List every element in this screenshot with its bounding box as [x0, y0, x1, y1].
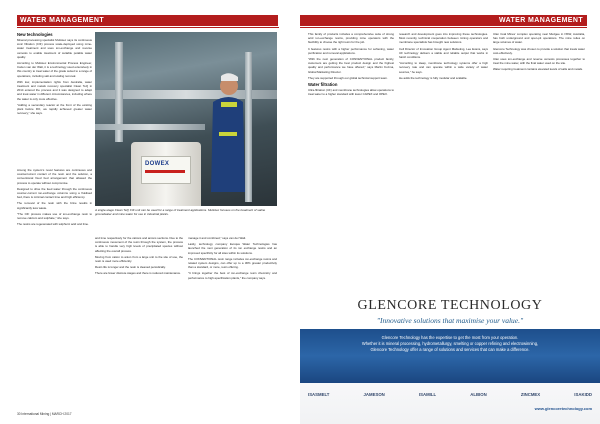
body-paragraph: Among the system's novel features are continuous and countercurrent contact of the resin and the solution, a conventional fixed bed arrangement that allowed the process to operate without compromise.	[17, 168, 92, 185]
left-column-1	[17, 32, 92, 117]
body-paragraph: He adds the technology is fully modular and scalable.	[399, 75, 468, 80]
body-paragraph: The CONVENTIONAL resin range includes ion-exchange resins and related system designs, can offer up to a 30% greater productivity than a standard, or more, resin offering.	[188, 256, 277, 270]
header-rule	[300, 27, 587, 28]
body-paragraph: Resin life is longer and the resin is cleaned periodically.	[95, 265, 166, 270]
section-subheading: New technologies	[17, 32, 53, 37]
ad-title: GLENCORE TECHNOLOGY	[357, 298, 543, 313]
body-paragraph: They are supported through our global technical support team.	[308, 75, 388, 80]
body-paragraph: Water requiring treatment contains elevated levels of salts and metals.	[493, 67, 583, 72]
pipe-shape	[95, 124, 205, 130]
body-paragraph: Cell Director of Innovation Group Agent Marketing, Lee Evans, says UF technology delivers a stable and reliable output that works in harsh conditions.	[399, 46, 488, 60]
brand-logo: ALBION	[470, 391, 487, 397]
body-paragraph: "Adding a secondary reactor at the front of the existing plant before RO, we rapidly achieved greater water recovery," she says.	[17, 102, 92, 116]
body-paragraph: research and development goes into improving these technologies. Most recently, technical cooperation between mining operators and membrane specialists has brought new solutions.	[399, 32, 488, 45]
body-paragraph: and time respectively for the cations and anions sections. Due to the continuous movement of the resin through the system, the process is able to handle very high levels of precipitated species without affecting the overall process.	[95, 236, 183, 253]
body-paragraph: This family of products includes a comprehensive suite of strong acid ion-exchange resins, providing mine operators with the flexibility to choose the right resin for the job.	[308, 32, 394, 45]
body-paragraph: manage it and combined," says van der Walt.	[188, 236, 246, 240]
ad-blue-band	[300, 329, 600, 383]
barrel-label	[141, 156, 191, 184]
left-column-2	[17, 168, 92, 228]
ad-body-line: Glencore Technology has the expertise to get the most from your operation.	[381, 335, 519, 340]
ad-body-text	[304, 335, 596, 354]
left-column-3	[95, 236, 183, 278]
ad-brand-logos	[308, 386, 592, 402]
body-paragraph: With low, implementation rights from Australia, water treatment and metals recovery specialist Clean TeQ in 2014 entered the process and it was designed to adapt and treat water in different circumstances, including where the water is only more effective.	[17, 79, 92, 101]
brand-logo: ISAMILL	[418, 391, 437, 397]
barrel-label-stripe	[145, 170, 185, 173]
ad-body-line: Glencore Technology offer a range of solutions and services that can make a difference.	[370, 347, 530, 353]
body-paragraph: The removal of the resin with the brine results in significantly less waste.	[17, 201, 92, 210]
right-column-3	[493, 32, 585, 74]
featured-photo	[95, 32, 277, 206]
photo-caption: A single-stage Clean TeQ CIF unit can be used for a range of treatment applications. Multotec focuses on the treatment of saline groundwater and mine water for use in industrial plants.	[95, 208, 266, 217]
resin-barrel	[131, 142, 201, 206]
brand-logo: ZINCMEX	[520, 391, 541, 397]
section-header: WATER MANAGEMENT	[300, 15, 587, 26]
right-page	[300, 0, 600, 424]
body-paragraph: Lastly, technology company Evoqua Water Technologies has launched the next generation of its ion exchange resins and an improved specificity for all sites within its solutions.	[188, 242, 277, 255]
body-paragraph: Moving from cation to anion from a large unit to the site of use, the resin is used more efficiently.	[95, 254, 183, 264]
body-paragraph: Ultra-filtration (UF) and membrane technologies allow operations to treat water to a higher standard with lower CAPEX and OPEX.	[308, 88, 394, 97]
page-footer: 30 International Mining | MARCH 2017	[17, 412, 72, 416]
body-paragraph: Glencore Technology was chosen to provide a solution that treats water cost-effectively.	[493, 46, 585, 55]
section-header: WATER MANAGEMENT	[17, 15, 278, 26]
section-subheading: Water filtration	[308, 82, 338, 88]
ad-tagline: "Innovative solutions that maximise your value."	[376, 316, 524, 325]
body-paragraph: Mineral processing specialist Multotec says its continuous ionic filtration (CIF) process scale-deployed using mine-water treatment and uses ion-exchange and reverse osmosis to enable treatment of suitable potable water quality.	[17, 38, 92, 59]
body-paragraph: Ulan Coal Mines' complex operating near Mudgee in NSW, Australia, has both underground and open-pit operations. The mine relies on large volumes of water.	[493, 32, 585, 45]
barrel-brand: DOWEX	[145, 161, 170, 167]
brand-logo: ISAKIDD	[574, 391, 592, 397]
body-paragraph: There are fewer discrete stages and there is reduced maintenance.	[95, 271, 181, 276]
body-paragraph: Ulan uses ion-exchange and reverse osmosis processes together to treat the mine water, with the final water used on the site.	[493, 57, 585, 66]
header-rule	[17, 27, 279, 28]
worker-figure	[207, 72, 247, 192]
body-paragraph: "According to Heap, membrane technology systems offer a high recovery rate and can operate within a wide variety of water sources," he says.	[399, 61, 488, 74]
right-column-2	[399, 32, 488, 82]
body-paragraph: "The CIF process makes use of ion-exchange resin to remove calcium and sulphate," she says.	[17, 211, 92, 221]
left-column-4	[188, 236, 277, 282]
body-paragraph: It features resins with a higher performance for softening, water purification and removal applications.	[308, 46, 394, 55]
ad-url-link[interactable]: www.glencoretechnology.com	[534, 406, 592, 411]
right-column-1	[308, 32, 394, 98]
body-paragraph: "With the next generation of CONVENTIONAL product family, customers are getting the best product design and the highest quality and performance we have offered," says Martin Kozma, Global Marketing Director.	[308, 57, 394, 74]
body-paragraph: "It brings together the best of ion-exchange resin chemistry and performance to high-specification plants," the company says.	[188, 271, 277, 280]
brand-logo: ISASMELT	[308, 391, 330, 397]
ad-body-line: Whether it is mineral processing, hydrometallurgy, smelting or copper refining and electrowinning,	[361, 341, 539, 347]
brand-logo: JAMESON	[363, 391, 385, 397]
body-paragraph: According to Multotec Environmental Process Engineer, Carien van der Walt, it is a technology used extensively in this country to treat water of the grade suited to a range of operations, including salt and scaling removal.	[17, 61, 92, 78]
body-paragraph: Designed to drive the feed water through the continuous counter-current ion-exchange columns using a fluidised bed, there is minimal contact time and high efficiency.	[17, 186, 92, 200]
glencore-advertisement[interactable]	[300, 292, 600, 424]
body-paragraph: The resins are regenerated with sulphuric acid and lime.	[17, 222, 89, 227]
